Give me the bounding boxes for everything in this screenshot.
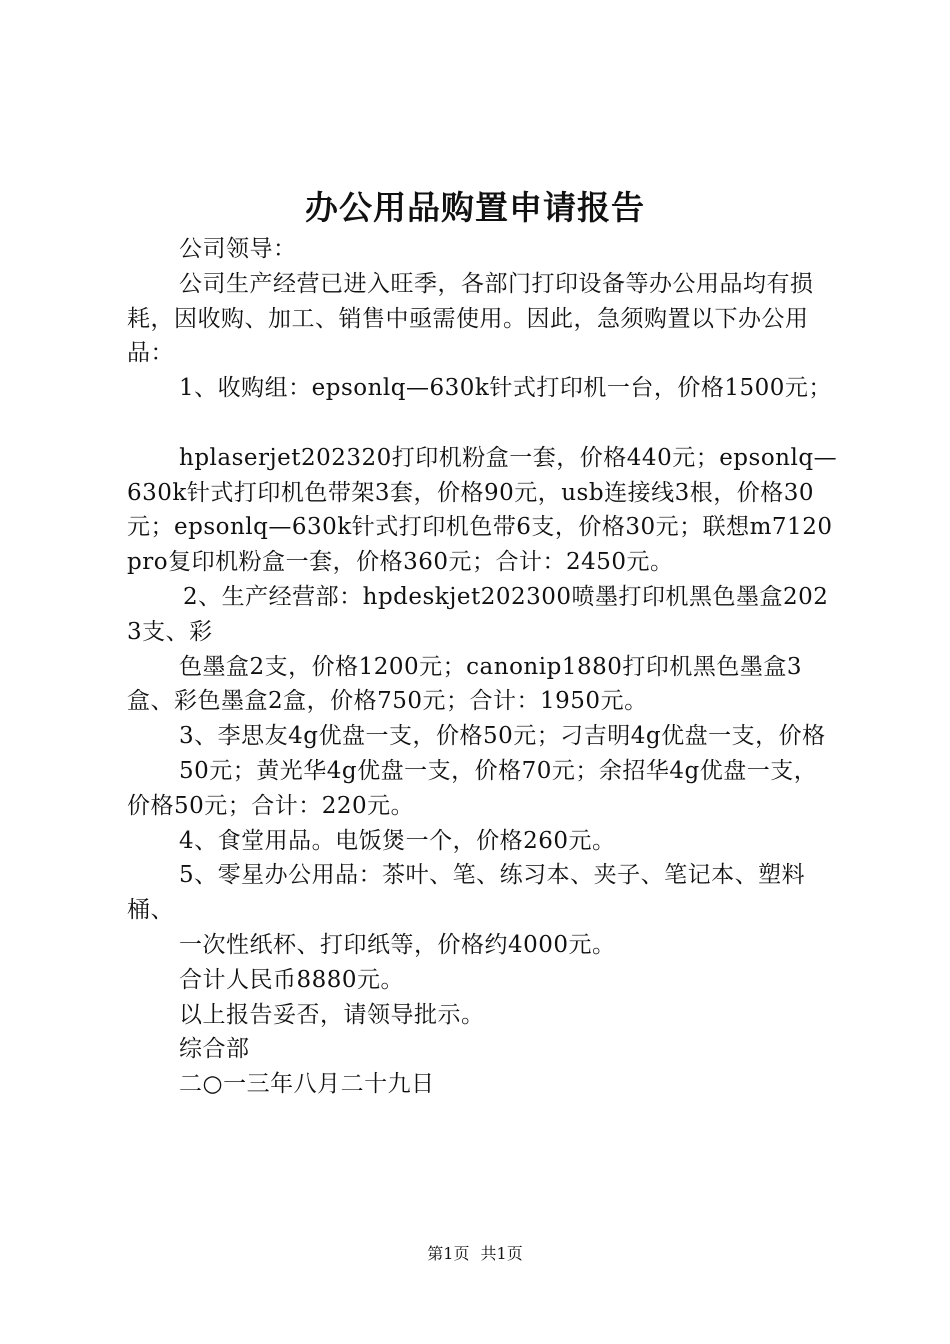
paragraph-closing: 以上报告妥否，请领导批示。 xyxy=(179,1001,485,1028)
signature-date: 二○一三年八月二十九日 xyxy=(179,1071,435,1098)
paragraph-item-5: 5、零星办公用品：茶叶、笔、练习本、夹子、笔记本、塑料桶、 xyxy=(127,862,806,924)
paragraph-gap xyxy=(127,406,839,441)
paragraph-item-2: 2、生产经营部：hpdeskjet202300喷墨打印机黑色墨盒2023支、彩 xyxy=(127,583,829,645)
page-footer xyxy=(0,1243,950,1265)
paragraph-item-1: 1、收购组：epsonlq—630k针式打印机一台，价格1500元； xyxy=(179,375,832,402)
document-title: 办公用品购置申请报告 xyxy=(305,188,645,227)
paragraph-item-4: 4、食堂用品。电饭煲一个，价格260元。 xyxy=(179,827,616,854)
paragraph-item-1-details: hplaserjet202320打印机粉盒一套，价格440元；epsonlq—630k针式打印机色带架3套，价格90元，usb连接线3根，价格30元；epsonlq—630k针式打印机色带6支，价格30元；联想m7120pro复印机粉盒一套，价格360元；合计：2450元。 xyxy=(127,444,838,576)
paragraph-item-2-details: 色墨盒2支，价格1200元；canonip1880打印机黑色墨盒3盒、彩色墨盒2盒，价格750元；合计：1950元。 xyxy=(127,653,802,715)
paragraph-total: 合计人民币8880元。 xyxy=(179,966,405,993)
paragraph-intro: 公司生产经营已进入旺季，各部门打印设备等办公用品均有损耗，因收购、加工、销售中亟需使用。因此，急须购置以下办公用品： xyxy=(127,270,814,367)
page-number: 第1页 xyxy=(427,1244,470,1263)
document-body xyxy=(127,232,839,1102)
paragraph-item-5-details: 一次性纸杯、打印纸等，价格约4000元。 xyxy=(179,931,616,958)
salutation: 公司领导： xyxy=(179,236,297,262)
signature-department: 综合部 xyxy=(179,1036,250,1063)
paragraph-item-3: 3、李思友4g优盘一支，价格50元；刁吉明4g优盘一支，价格 xyxy=(179,723,826,750)
page-total: 共1页 xyxy=(480,1244,523,1263)
paragraph-item-3-details: 50元；黄光华4g优盘一支，价格70元；余招华4g优盘一支，价格50元；合计：220元。 xyxy=(127,757,818,819)
